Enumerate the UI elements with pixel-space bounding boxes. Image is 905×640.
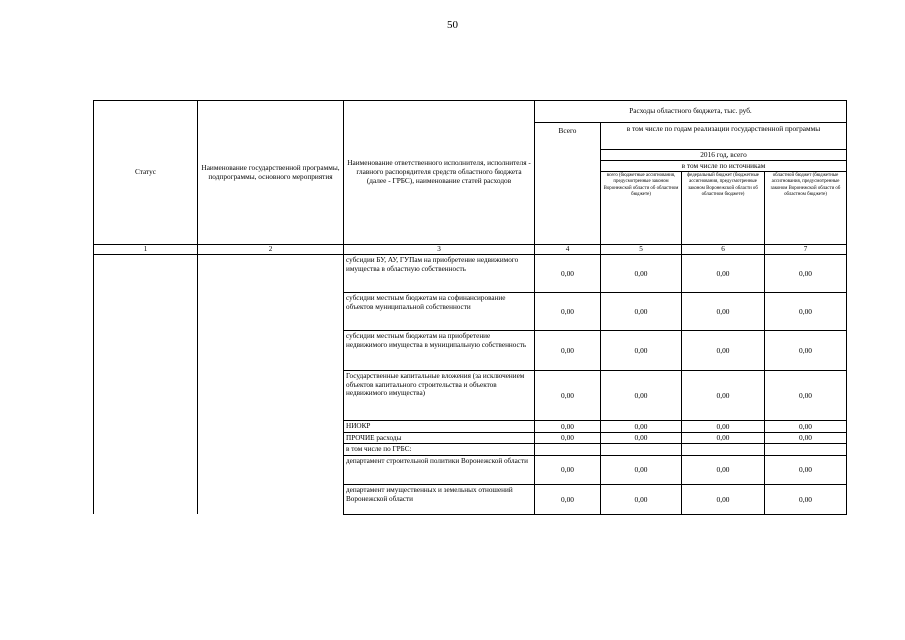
status-cell-empty	[94, 255, 198, 515]
header-status: Статус	[94, 101, 198, 245]
column-number: 3	[344, 245, 535, 255]
value-source-total: 0,00	[601, 421, 682, 433]
value-source-total: 0,00	[601, 484, 682, 514]
value-total: 0,00	[535, 421, 601, 433]
table-row-name: субсидии местным бюджетам на софинансирование объектов муниципальной собственности	[344, 293, 535, 331]
value-regional: 0,00	[765, 255, 847, 293]
table-row-name: департамент строительной политики Воронежской области	[344, 455, 535, 484]
value-regional: 0,00	[765, 421, 847, 433]
header-source-federal: федеральный бюджет (бюджетные ассигнования, предусмотренные законом Воронежской области об областном бюджете)	[682, 172, 765, 245]
value-regional: 0,00	[765, 432, 847, 444]
value-source-total: 0,00	[601, 331, 682, 371]
column-number: 6	[682, 245, 765, 255]
value-total: 0,00	[535, 331, 601, 371]
table-row-name: НИОКР	[344, 421, 535, 433]
table-row-name: ПРОЧИЕ расходы	[344, 432, 535, 444]
table-row-name: субсидии местным бюджетам на приобретение недвижимого имущества в муниципальную собственность	[344, 331, 535, 371]
value-regional: 0,00	[765, 293, 847, 331]
value-total: 0,00	[535, 255, 601, 293]
value-source-total	[601, 444, 682, 456]
value-total: 0,00	[535, 432, 601, 444]
value-source-total: 0,00	[601, 455, 682, 484]
value-regional: 0,00	[765, 484, 847, 514]
value-regional: 0,00	[765, 331, 847, 371]
value-federal: 0,00	[682, 255, 765, 293]
header-source-regional: областной бюджет (бюджетные ассигнования, предусмотренные законом Воронежской области об областном бюджете)	[765, 172, 847, 245]
value-total: 0,00	[535, 484, 601, 514]
table-row-name: субсидии БУ, АУ, ГУПам на приобретение недвижимого имущества в областную собственность	[344, 255, 535, 293]
program-cell-empty	[198, 255, 344, 515]
value-source-total: 0,00	[601, 432, 682, 444]
header-program-name: Наименование государственной программы, подпрограммы, основного мероприятия	[198, 101, 344, 245]
value-federal	[682, 444, 765, 456]
value-federal: 0,00	[682, 484, 765, 514]
header-year-total: 2016 год, всего	[601, 150, 847, 161]
budget-table	[93, 100, 847, 515]
value-source-total: 0,00	[601, 255, 682, 293]
value-federal: 0,00	[682, 331, 765, 371]
column-number: 4	[535, 245, 601, 255]
column-number: 2	[198, 245, 344, 255]
header-expenses-title: Расходы областного бюджета, тыс. руб.	[535, 101, 847, 123]
value-federal: 0,00	[682, 455, 765, 484]
value-source-total: 0,00	[601, 371, 682, 421]
table-row-name: департамент имущественных и земельных отношений Воронежской области	[344, 484, 535, 514]
column-number: 7	[765, 245, 847, 255]
value-total	[535, 444, 601, 456]
value-regional	[765, 444, 847, 456]
value-federal: 0,00	[682, 371, 765, 421]
value-total: 0,00	[535, 293, 601, 331]
value-regional: 0,00	[765, 371, 847, 421]
value-regional: 0,00	[765, 455, 847, 484]
value-total: 0,00	[535, 371, 601, 421]
header-by-source: в том числе по источникам	[601, 161, 847, 172]
column-number: 5	[601, 245, 682, 255]
header-total: Всего	[535, 123, 601, 245]
header-source-total: всего (бюджетные ассигнования, предусмотренные законом Воронежской области об областном бюджете)	[601, 172, 682, 245]
table-row-name: Государственные капитальные вложения (за исключением объектов капитального строительства и объектов недвижимого имущества)	[344, 371, 535, 421]
value-federal: 0,00	[682, 432, 765, 444]
column-number: 1	[94, 245, 198, 255]
value-federal: 0,00	[682, 421, 765, 433]
header-by-year: в том числе по годам реализации государственной программы	[601, 123, 847, 150]
value-source-total: 0,00	[601, 293, 682, 331]
value-total: 0,00	[535, 455, 601, 484]
value-federal: 0,00	[682, 293, 765, 331]
table-row-name: в том числе по ГРБС:	[344, 444, 535, 456]
header-executor: Наименование ответственного исполнителя, исполнителя - главного распорядителя средств областного бюджета (далее - ГРБС), наименование статей расходов	[344, 101, 535, 245]
page-number: 50	[447, 19, 458, 31]
